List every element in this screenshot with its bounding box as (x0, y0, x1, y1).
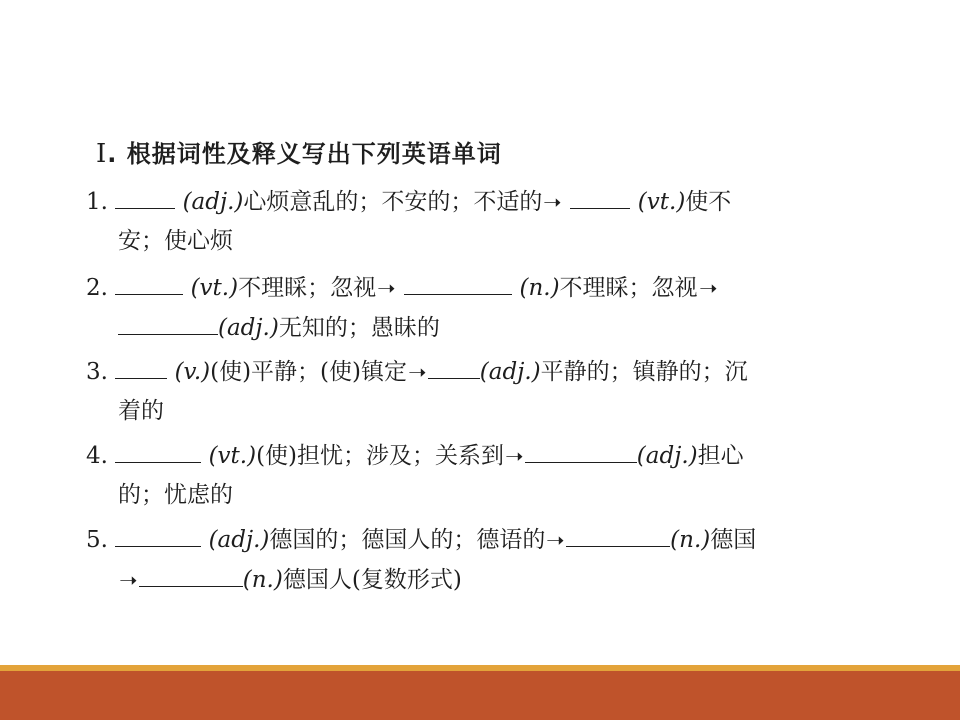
definition: (使)担忧；涉及；关系到 (256, 443, 505, 469)
arrow-icon: ➝ (543, 190, 563, 214)
part-of-speech: (vt.) (190, 275, 239, 301)
part-of-speech: (n.) (242, 567, 283, 593)
answer-blank[interactable] (566, 524, 670, 547)
definition: 德国人(复数形式) (282, 567, 462, 593)
definition-continued: 的；忧虑的 (118, 482, 233, 508)
part-of-speech: (n.) (519, 275, 560, 301)
definition-continued: 着的 (118, 398, 164, 424)
arrow-icon: ➝ (408, 360, 427, 384)
definition: 无知的；愚昧的 (278, 315, 440, 341)
definition: 使不 (685, 189, 732, 215)
section-number: Ⅰ (96, 139, 108, 169)
footer-band (0, 671, 960, 720)
arrow-icon: ➝ (698, 276, 718, 300)
definition: 担心 (697, 443, 744, 469)
item-number: 4. (86, 443, 108, 469)
section-heading (96, 134, 502, 169)
definition: 不理睬；忽视 (559, 275, 698, 301)
part-of-speech: (adj.) (208, 527, 270, 553)
arrow-icon: ➝ (546, 528, 566, 552)
answer-blank[interactable] (115, 356, 167, 379)
answer-blank[interactable] (525, 440, 637, 463)
answer-blank[interactable] (115, 272, 183, 295)
answer-blank[interactable] (139, 564, 243, 587)
part-of-speech: (adj.) (182, 189, 244, 215)
definition: (使)平静；(使)镇定 (210, 359, 408, 385)
item-number: 1. (86, 189, 108, 215)
item-number: 5. (86, 527, 108, 553)
definition: 平静的；镇静的；沉 (540, 359, 748, 385)
answer-blank[interactable] (118, 312, 218, 335)
item-1-line-2 (118, 226, 233, 256)
item-4-line-1 (86, 440, 744, 470)
part-of-speech: (vt.) (637, 189, 686, 215)
answer-blank[interactable] (115, 440, 201, 463)
part-of-speech: (vt.) (208, 443, 257, 469)
item-3-line-1 (86, 356, 748, 386)
part-of-speech: (adj.) (218, 315, 279, 341)
answer-blank[interactable] (115, 524, 201, 547)
item-2-line-1 (86, 272, 718, 302)
part-of-speech: (adj.) (636, 443, 698, 469)
arrow-icon: ➝ (119, 568, 138, 592)
definition: 心烦意乱的；不安的；不适的 (243, 189, 543, 215)
section-title: 根据词性及释义写出下列英语单词 (126, 140, 502, 168)
part-of-speech: (v.) (174, 359, 211, 385)
item-number: 2. (86, 275, 108, 301)
arrow-icon: ➝ (377, 276, 396, 300)
definition-continued: 安；使心烦 (118, 228, 233, 254)
item-4-line-2 (118, 480, 233, 510)
answer-blank[interactable] (570, 186, 630, 209)
definition: 德国的；德国人的；德语的 (269, 527, 546, 553)
answer-blank[interactable] (428, 356, 480, 379)
item-2-line-2 (118, 312, 440, 342)
item-3-line-2 (118, 396, 164, 426)
part-of-speech: (adj.) (479, 359, 541, 385)
answer-blank[interactable] (115, 186, 175, 209)
part-of-speech: (n.) (670, 527, 711, 553)
item-1-line-1 (86, 186, 731, 216)
item-5-line-2 (118, 564, 462, 594)
definition: 德国 (710, 527, 757, 553)
item-number: 3. (86, 359, 108, 385)
answer-blank[interactable] (404, 272, 512, 295)
item-5-line-1 (86, 524, 756, 554)
arrow-icon: ➝ (505, 444, 524, 468)
definition: 不理睬；忽视 (238, 275, 377, 301)
section-dot: . (107, 140, 118, 168)
